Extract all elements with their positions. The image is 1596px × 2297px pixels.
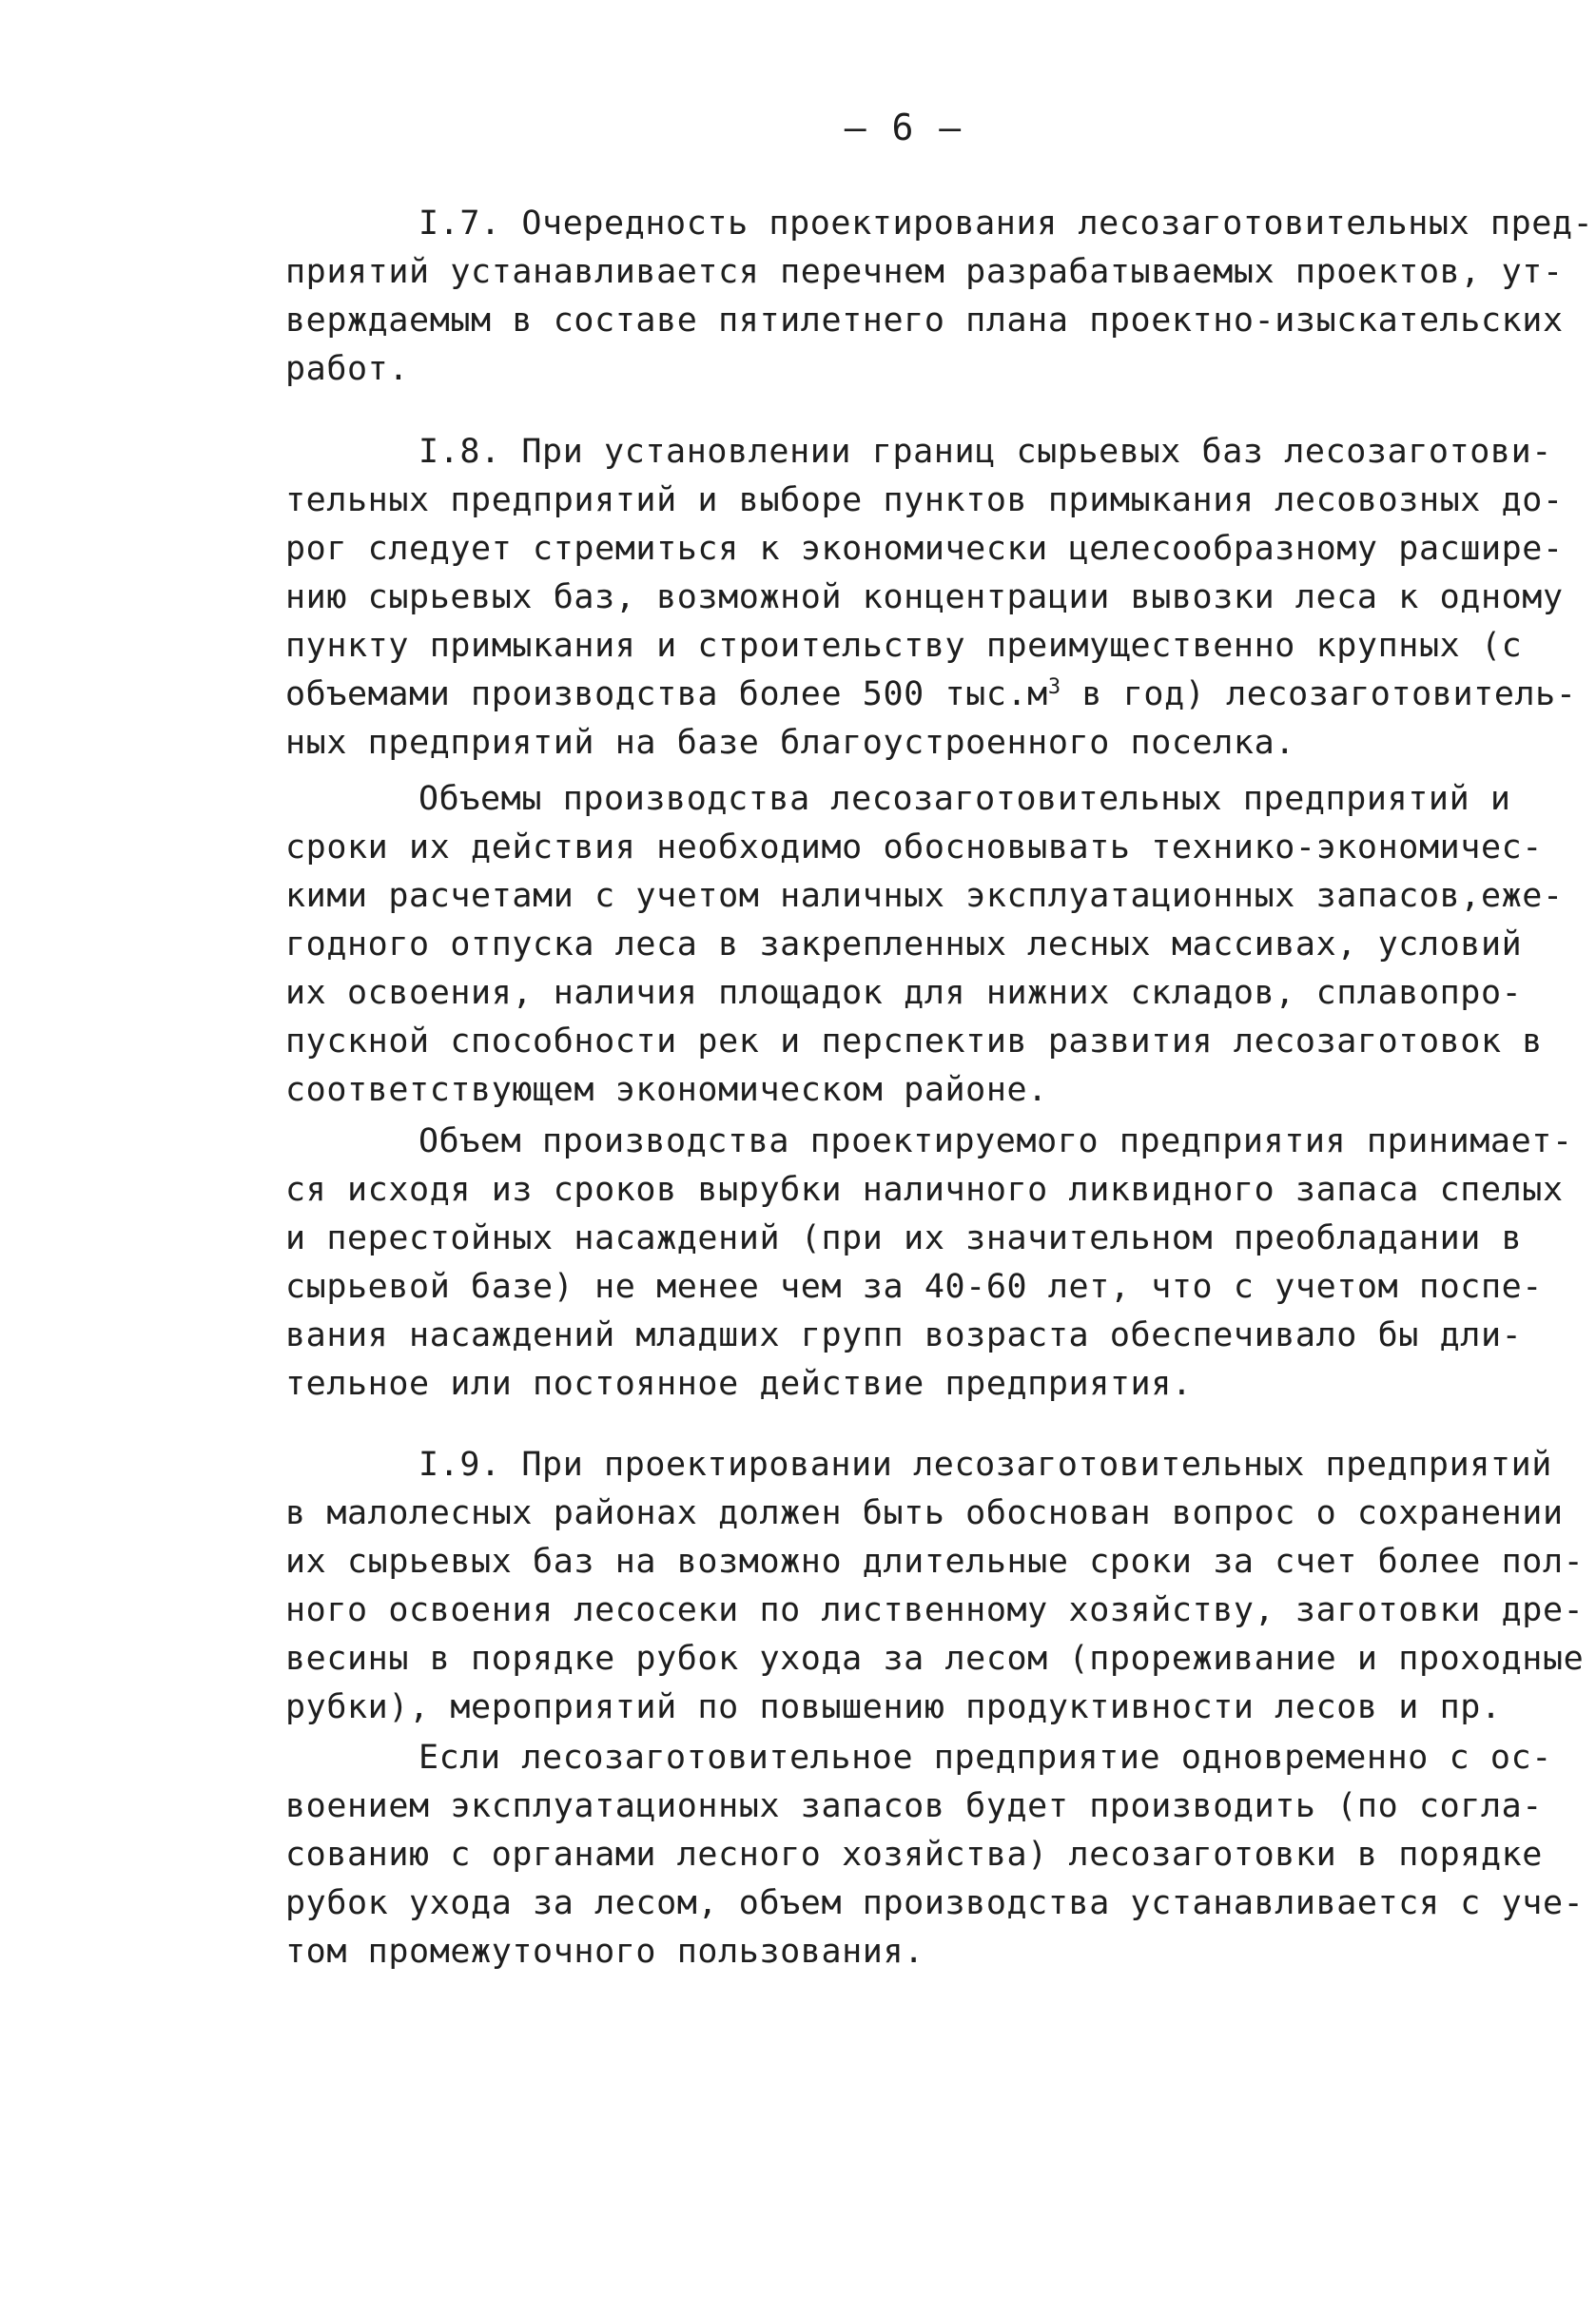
text-line: кими расчетами с учетом наличных эксплуатационных запасов,еже- <box>285 877 1564 915</box>
text-line: верждаемым в составе пятилетнего плана проектно-изыскательских <box>285 302 1564 340</box>
text-line: Если лесозаготовительное предприятие одновременно с ос- <box>418 1739 1552 1777</box>
volume-suffix: в год) лесозаготовитель- <box>1061 675 1577 713</box>
text-line: ного освоения лесосеки по лиственному хозяйству, заготовки дре- <box>285 1591 1585 1629</box>
text-line: тельных предприятий и выборе пунктов примыкания лесовозных до- <box>285 481 1564 519</box>
text-line: Объем производства проектируемого предприятия принимает- <box>418 1122 1573 1160</box>
section-1-8-paragraph-2 <box>285 775 1564 1115</box>
text-line: рубок ухода за лесом, объем производства устанавливается с уче- <box>285 1884 1585 1922</box>
text-line: ных предприятий на базе благоустроенного поселка. <box>285 724 1295 762</box>
text-line: весины в порядке рубок ухода за лесом (прореживание и проходные <box>285 1640 1585 1678</box>
text-line: ся исходя из сроков вырубки наличного ликвидного запаса спелых <box>285 1171 1564 1209</box>
text-line: сроки их действия необходимо обосновывать технико-экономичес- <box>285 828 1543 866</box>
text-line: нию сырьевых баз, возможной концентрации вывозки леса к одному <box>285 578 1564 616</box>
text-line: их освоения, наличия площадок для нижних складов, сплавопро- <box>285 974 1523 1012</box>
text-line: сованию с органами лесного хозяйства) лесозаготовки в порядке <box>285 1836 1543 1874</box>
cubic-superscript: 3 <box>1047 675 1061 699</box>
text-line: приятий устанавливается перечнем разрабатываемых проектов, ут- <box>285 253 1564 291</box>
text-line: соответствующем экономическом районе. <box>285 1071 1048 1109</box>
text-line: I.8. При установлении границ сырьевых баз лесозаготови- <box>418 433 1552 471</box>
section-1-8-paragraph-1 <box>285 428 1577 768</box>
text-line: их сырьевых баз на возможно длительные сроки за счет более пол- <box>285 1543 1585 1581</box>
text-line: I.7. Очередность проектирования лесозаготовительных пред- <box>418 204 1594 243</box>
text-line: пускной способности рек и перспектив развития лесозаготовок в <box>285 1022 1543 1061</box>
text-line: и перестойных насаждений (при их значительном преобладании в <box>285 1219 1523 1257</box>
text-line-volume <box>285 671 1577 719</box>
volume-text: объемами производства более 500 тыс.м <box>285 675 1048 713</box>
text-line: рог следует стремиться к экономически целесообразному расшире- <box>285 530 1564 568</box>
text-line: I.9. При проектировании лесозаготовительных предприятий <box>418 1446 1552 1484</box>
text-line: сырьевой базе) не менее чем за 40-60 лет, что с учетом поспе- <box>285 1268 1543 1306</box>
text-line: Объемы производства лесозаготовительных предприятий и <box>418 780 1511 818</box>
text-line: в малолесных районах должен быть обоснован вопрос о сохранении <box>285 1494 1564 1532</box>
text-line: работ. <box>285 350 410 388</box>
text-line: годного отпуска леса в закрепленных лесных массивах, условий <box>285 925 1523 964</box>
text-line: тельное или постоянное действие предприятия. <box>285 1365 1193 1403</box>
section-1-7 <box>285 200 1594 394</box>
text-line: вания насаждений младших групп возраста обеспечивало бы дли- <box>285 1316 1523 1354</box>
section-1-9-paragraph-2 <box>285 1734 1585 1976</box>
text-line: пункту примыкания и строительству преимущественно крупных (с <box>285 627 1523 665</box>
section-1-9-paragraph-1 <box>285 1441 1585 1732</box>
section-1-8-paragraph-3 <box>285 1118 1573 1409</box>
page-number: — 6 — <box>844 107 963 148</box>
text-line: рубки), мероприятий по повышению продуктивности лесов и пр. <box>285 1688 1502 1726</box>
text-line: воением эксплуатационных запасов будет производить (по согла- <box>285 1787 1543 1825</box>
text-line: том промежуточного пользования. <box>285 1933 925 1971</box>
